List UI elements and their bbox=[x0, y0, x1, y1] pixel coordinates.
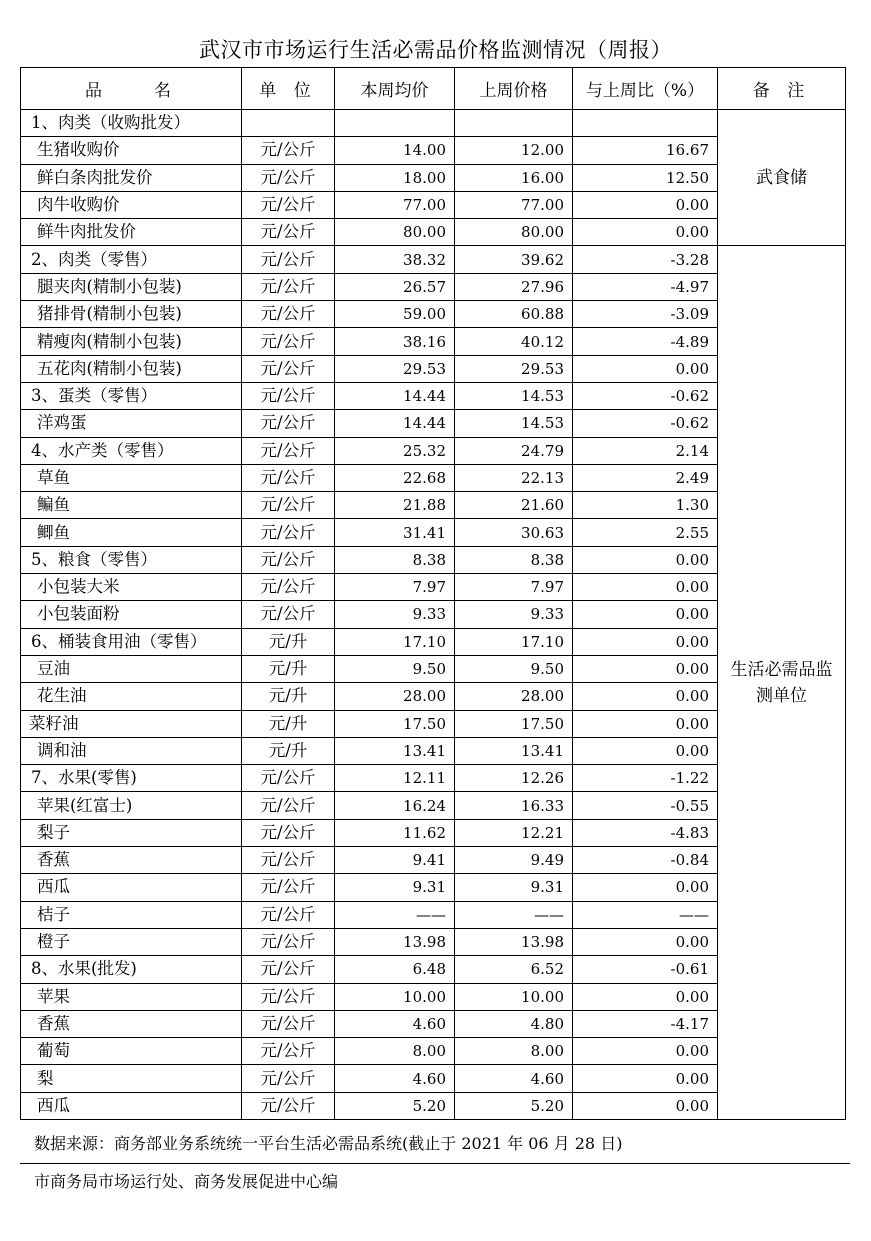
this-week-price: 18.00 bbox=[335, 164, 455, 191]
note-monitoring-unit: 生活必需品监测单位 bbox=[718, 246, 846, 1120]
item-unit: 元/公斤 bbox=[242, 765, 335, 792]
last-week-price: 4.60 bbox=[455, 1065, 573, 1092]
last-week-price: 80.00 bbox=[455, 219, 573, 246]
item-name: 花生油 bbox=[21, 683, 242, 710]
footer-divider bbox=[20, 1163, 850, 1164]
item-name: 菜籽油 bbox=[21, 710, 242, 737]
item-name: 香蕉 bbox=[21, 847, 242, 874]
item-unit: 元/公斤 bbox=[242, 492, 335, 519]
data-source-note: 数据来源：商务部业务系统统一平台生活必需品系统(截止于 2021 年 06 月 28 日) bbox=[34, 1134, 623, 1153]
editor-note: 市商务局市场运行处、商务发展促进中心编 bbox=[34, 1172, 339, 1191]
item-name: 2、肉类（零售） bbox=[21, 246, 242, 273]
item-unit: 元/公斤 bbox=[242, 464, 335, 491]
week-change-percent: 0.00 bbox=[573, 601, 718, 628]
item-unit: 元/公斤 bbox=[242, 928, 335, 955]
header-this-week: 本周均价 bbox=[335, 68, 455, 110]
week-change-percent: 0.00 bbox=[573, 191, 718, 218]
table-row bbox=[21, 110, 846, 137]
item-unit: 元/公斤 bbox=[242, 1010, 335, 1037]
last-week-price: 12.26 bbox=[455, 765, 573, 792]
last-week-price: 8.38 bbox=[455, 546, 573, 573]
last-week-price: 28.00 bbox=[455, 683, 573, 710]
item-name: 洋鸡蛋 bbox=[21, 410, 242, 437]
item-name: 肉牛收购价 bbox=[21, 191, 242, 218]
this-week-price: 12.11 bbox=[335, 765, 455, 792]
item-unit: 元/公斤 bbox=[242, 1092, 335, 1119]
week-change-percent: -0.62 bbox=[573, 382, 718, 409]
week-change-percent: 0.00 bbox=[573, 655, 718, 682]
item-unit: 元/公斤 bbox=[242, 601, 335, 628]
this-week-price: 14.00 bbox=[335, 137, 455, 164]
header-last-week: 上周价格 bbox=[455, 68, 573, 110]
this-week-price: 8.00 bbox=[335, 1038, 455, 1065]
item-name: 7、水果(零售) bbox=[21, 765, 242, 792]
week-change-percent: -0.84 bbox=[573, 847, 718, 874]
item-unit: 元/公斤 bbox=[242, 819, 335, 846]
item-name: 桔子 bbox=[21, 901, 242, 928]
item-unit: 元/公斤 bbox=[242, 273, 335, 300]
item-unit: 元/公斤 bbox=[242, 410, 335, 437]
item-name: 梨 bbox=[21, 1065, 242, 1092]
item-unit: 元/公斤 bbox=[242, 219, 335, 246]
item-name: 五花肉(精制小包装) bbox=[21, 355, 242, 382]
last-week-price: 9.50 bbox=[455, 655, 573, 682]
item-name: 苹果(红富士) bbox=[21, 792, 242, 819]
this-week-price: —— bbox=[335, 901, 455, 928]
this-week-price: 4.60 bbox=[335, 1065, 455, 1092]
week-change-percent: 0.00 bbox=[573, 628, 718, 655]
last-week-price: 9.49 bbox=[455, 847, 573, 874]
this-week-price: 8.38 bbox=[335, 546, 455, 573]
last-week-price: 16.00 bbox=[455, 164, 573, 191]
week-change-percent: 0.00 bbox=[573, 737, 718, 764]
last-week-price: 9.33 bbox=[455, 601, 573, 628]
last-week-price: 21.60 bbox=[455, 492, 573, 519]
week-change-percent: -4.97 bbox=[573, 273, 718, 300]
this-week-price: 17.10 bbox=[335, 628, 455, 655]
last-week-price: 14.53 bbox=[455, 382, 573, 409]
week-change-percent: 0.00 bbox=[573, 1038, 718, 1065]
week-change-percent: 0.00 bbox=[573, 683, 718, 710]
week-change-percent: —— bbox=[573, 901, 718, 928]
week-change-percent: 0.00 bbox=[573, 1065, 718, 1092]
week-change-percent: -4.83 bbox=[573, 819, 718, 846]
week-change-percent: 12.50 bbox=[573, 164, 718, 191]
header-unit: 单 位 bbox=[242, 68, 335, 110]
item-unit: 元/升 bbox=[242, 737, 335, 764]
last-week-price: 30.63 bbox=[455, 519, 573, 546]
item-name: 苹果 bbox=[21, 983, 242, 1010]
item-unit: 元/公斤 bbox=[242, 956, 335, 983]
item-name: 5、粮食（零售） bbox=[21, 546, 242, 573]
item-name: 葡萄 bbox=[21, 1038, 242, 1065]
last-week-price: 60.88 bbox=[455, 301, 573, 328]
item-unit: 元/升 bbox=[242, 710, 335, 737]
this-week-price: 13.98 bbox=[335, 928, 455, 955]
item-unit: 元/升 bbox=[242, 628, 335, 655]
last-week-price: 77.00 bbox=[455, 191, 573, 218]
item-unit: 元/公斤 bbox=[242, 901, 335, 928]
week-change-percent: -4.17 bbox=[573, 1010, 718, 1037]
week-change-percent: 2.55 bbox=[573, 519, 718, 546]
item-name: 橙子 bbox=[21, 928, 242, 955]
item-name: 精瘦肉(精制小包装) bbox=[21, 328, 242, 355]
this-week-price: 21.88 bbox=[335, 492, 455, 519]
item-unit: 元/公斤 bbox=[242, 792, 335, 819]
week-change-percent: -3.09 bbox=[573, 301, 718, 328]
item-unit: 元/公斤 bbox=[242, 874, 335, 901]
item-name: 豆油 bbox=[21, 655, 242, 682]
last-week-price: 17.50 bbox=[455, 710, 573, 737]
this-week-price: 80.00 bbox=[335, 219, 455, 246]
week-change-percent: 0.00 bbox=[573, 1092, 718, 1119]
this-week-price: 11.62 bbox=[335, 819, 455, 846]
header-row bbox=[21, 68, 846, 110]
item-unit: 元/公斤 bbox=[242, 137, 335, 164]
header-change: 与上周比（%） bbox=[573, 68, 718, 110]
header-name: 品 名 bbox=[21, 68, 242, 110]
last-week-price: 7.97 bbox=[455, 574, 573, 601]
this-week-price: 26.57 bbox=[335, 273, 455, 300]
this-week-price: 14.44 bbox=[335, 410, 455, 437]
this-week-price: 25.32 bbox=[335, 437, 455, 464]
last-week-price: 29.53 bbox=[455, 355, 573, 382]
week-change-percent: 2.14 bbox=[573, 437, 718, 464]
last-week-price: 17.10 bbox=[455, 628, 573, 655]
this-week-price: 9.33 bbox=[335, 601, 455, 628]
item-unit: 元/公斤 bbox=[242, 546, 335, 573]
header-note: 备 注 bbox=[718, 68, 846, 110]
week-change-percent: 0.00 bbox=[573, 219, 718, 246]
item-unit: 元/公斤 bbox=[242, 355, 335, 382]
item-name: 香蕉 bbox=[21, 1010, 242, 1037]
last-week-price: 24.79 bbox=[455, 437, 573, 464]
last-week-price: 40.12 bbox=[455, 328, 573, 355]
week-change-percent: 0.00 bbox=[573, 574, 718, 601]
last-week-price: —— bbox=[455, 901, 573, 928]
week-change-percent: 0.00 bbox=[573, 355, 718, 382]
item-unit: 元/公斤 bbox=[242, 519, 335, 546]
this-week-price: 28.00 bbox=[335, 683, 455, 710]
note-wushichu: 武食储 bbox=[718, 110, 846, 246]
this-week-price bbox=[335, 110, 455, 137]
this-week-price: 17.50 bbox=[335, 710, 455, 737]
week-change-percent: 0.00 bbox=[573, 928, 718, 955]
item-name: 1、肉类（收购批发） bbox=[21, 110, 242, 137]
item-unit: 元/公斤 bbox=[242, 1065, 335, 1092]
item-unit: 元/公斤 bbox=[242, 983, 335, 1010]
week-change-percent: 0.00 bbox=[573, 983, 718, 1010]
last-week-price: 13.41 bbox=[455, 737, 573, 764]
item-name: 小包装大米 bbox=[21, 574, 242, 601]
item-unit: 元/公斤 bbox=[242, 246, 335, 273]
this-week-price: 9.50 bbox=[335, 655, 455, 682]
table-row bbox=[21, 246, 846, 273]
item-unit: 元/公斤 bbox=[242, 328, 335, 355]
item-name: 生猪收购价 bbox=[21, 137, 242, 164]
this-week-price: 38.32 bbox=[335, 246, 455, 273]
last-week-price: 27.96 bbox=[455, 273, 573, 300]
this-week-price: 14.44 bbox=[335, 382, 455, 409]
this-week-price: 13.41 bbox=[335, 737, 455, 764]
week-change-percent: -3.28 bbox=[573, 246, 718, 273]
item-unit: 元/公斤 bbox=[242, 1038, 335, 1065]
last-week-price: 9.31 bbox=[455, 874, 573, 901]
item-unit: 元/公斤 bbox=[242, 191, 335, 218]
item-name: 梨子 bbox=[21, 819, 242, 846]
last-week-price: 12.21 bbox=[455, 819, 573, 846]
item-name: 8、水果(批发) bbox=[21, 956, 242, 983]
item-name: 西瓜 bbox=[21, 1092, 242, 1119]
this-week-price: 7.97 bbox=[335, 574, 455, 601]
this-week-price: 29.53 bbox=[335, 355, 455, 382]
item-unit: 元/公斤 bbox=[242, 847, 335, 874]
this-week-price: 5.20 bbox=[335, 1092, 455, 1119]
week-change-percent: 2.49 bbox=[573, 464, 718, 491]
last-week-price: 12.00 bbox=[455, 137, 573, 164]
this-week-price: 31.41 bbox=[335, 519, 455, 546]
this-week-price: 10.00 bbox=[335, 983, 455, 1010]
last-week-price: 16.33 bbox=[455, 792, 573, 819]
item-name: 腿夹肉(精制小包装) bbox=[21, 273, 242, 300]
this-week-price: 16.24 bbox=[335, 792, 455, 819]
week-change-percent: 1.30 bbox=[573, 492, 718, 519]
week-change-percent bbox=[573, 110, 718, 137]
item-name: 调和油 bbox=[21, 737, 242, 764]
item-name: 草鱼 bbox=[21, 464, 242, 491]
item-name: 3、蛋类（零售） bbox=[21, 382, 242, 409]
last-week-price: 22.13 bbox=[455, 464, 573, 491]
this-week-price: 38.16 bbox=[335, 328, 455, 355]
item-name: 西瓜 bbox=[21, 874, 242, 901]
last-week-price: 14.53 bbox=[455, 410, 573, 437]
item-name: 鳊鱼 bbox=[21, 492, 242, 519]
last-week-price: 6.52 bbox=[455, 956, 573, 983]
item-unit: 元/公斤 bbox=[242, 301, 335, 328]
item-name: 鲜牛肉批发价 bbox=[21, 219, 242, 246]
item-name: 鲫鱼 bbox=[21, 519, 242, 546]
last-week-price: 39.62 bbox=[455, 246, 573, 273]
week-change-percent: -0.62 bbox=[573, 410, 718, 437]
week-change-percent: -4.89 bbox=[573, 328, 718, 355]
item-unit: 元/公斤 bbox=[242, 164, 335, 191]
last-week-price: 5.20 bbox=[455, 1092, 573, 1119]
this-week-price: 4.60 bbox=[335, 1010, 455, 1037]
item-unit: 元/升 bbox=[242, 683, 335, 710]
last-week-price: 8.00 bbox=[455, 1038, 573, 1065]
this-week-price: 9.31 bbox=[335, 874, 455, 901]
this-week-price: 59.00 bbox=[335, 301, 455, 328]
item-name: 猪排骨(精制小包装) bbox=[21, 301, 242, 328]
price-table bbox=[20, 67, 846, 1120]
this-week-price: 22.68 bbox=[335, 464, 455, 491]
item-unit: 元/升 bbox=[242, 655, 335, 682]
week-change-percent: 0.00 bbox=[573, 546, 718, 573]
last-week-price: 10.00 bbox=[455, 983, 573, 1010]
last-week-price: 4.80 bbox=[455, 1010, 573, 1037]
last-week-price: 13.98 bbox=[455, 928, 573, 955]
week-change-percent: 0.00 bbox=[573, 710, 718, 737]
item-name: 鲜白条肉批发价 bbox=[21, 164, 242, 191]
page-title: 武汉市市场运行生活必需品价格监测情况（周报） bbox=[199, 38, 672, 62]
week-change-percent: -0.61 bbox=[573, 956, 718, 983]
this-week-price: 77.00 bbox=[335, 191, 455, 218]
this-week-price: 9.41 bbox=[335, 847, 455, 874]
last-week-price bbox=[455, 110, 573, 137]
item-unit: 元/公斤 bbox=[242, 574, 335, 601]
this-week-price: 6.48 bbox=[335, 956, 455, 983]
week-change-percent: 16.67 bbox=[573, 137, 718, 164]
week-change-percent: -1.22 bbox=[573, 765, 718, 792]
item-unit: 元/公斤 bbox=[242, 382, 335, 409]
week-change-percent: 0.00 bbox=[573, 874, 718, 901]
item-name: 4、水产类（零售） bbox=[21, 437, 242, 464]
item-name: 小包装面粉 bbox=[21, 601, 242, 628]
week-change-percent: -0.55 bbox=[573, 792, 718, 819]
table-body bbox=[21, 110, 846, 1120]
item-unit: 元/公斤 bbox=[242, 437, 335, 464]
item-unit bbox=[242, 110, 335, 137]
item-name: 6、桶装食用油（零售） bbox=[21, 628, 242, 655]
